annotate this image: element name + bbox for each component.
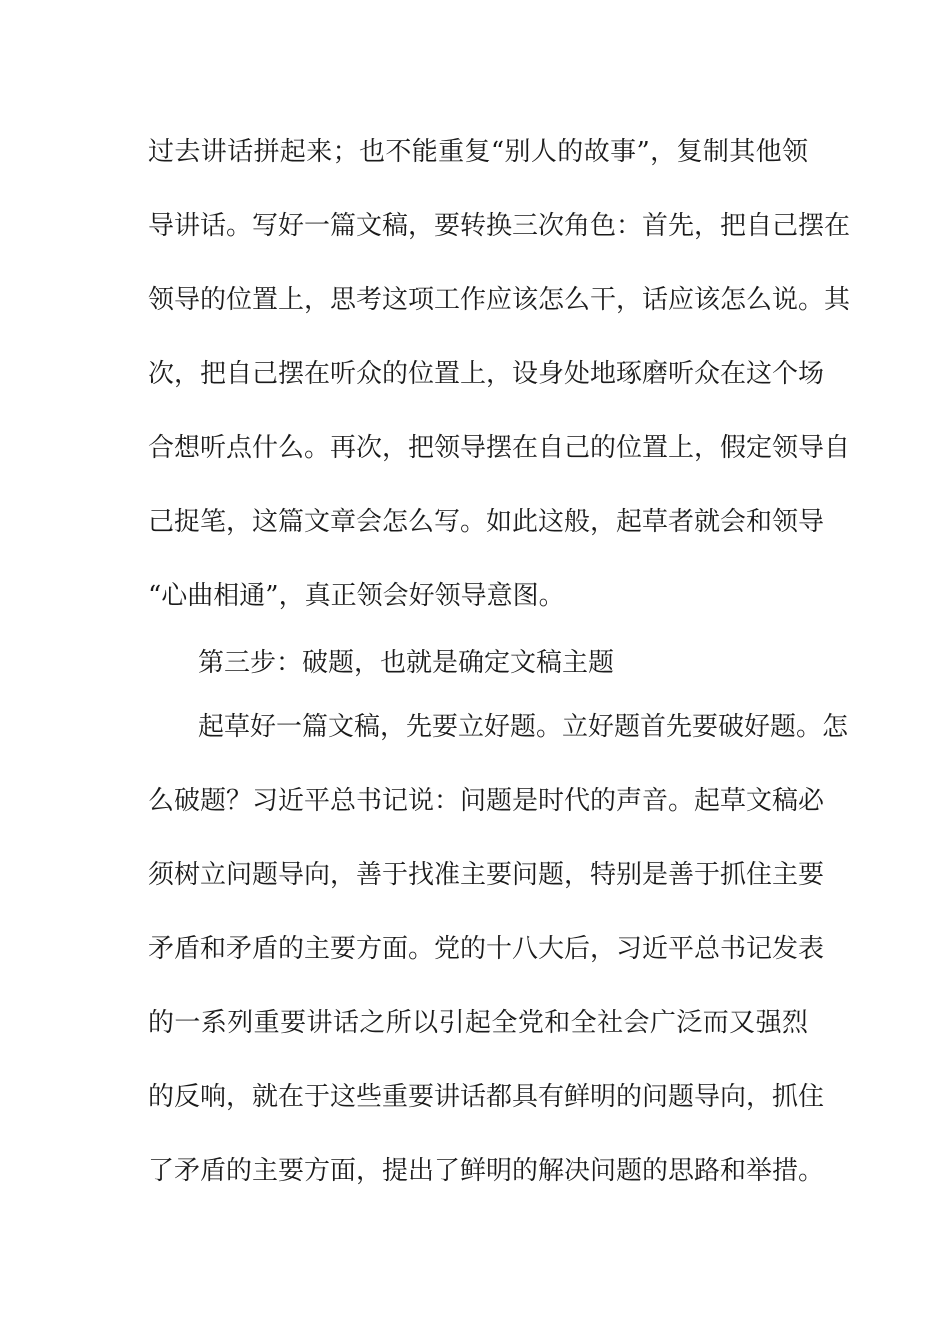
paragraph-line: “心曲相通”，真正领会好领导意图。: [148, 581, 565, 611]
paragraph-line: 矛盾和矛盾的主要方面。党的十八大后，习近平总书记发表: [148, 934, 825, 964]
section-heading: 第三步：破题，也就是确定文稿主题: [198, 648, 615, 678]
paragraph-line: 么破题？习近平总书记说：问题是时代的声音。起草文稿必: [148, 786, 825, 816]
paragraph-line: 己捉笔，这篇文章会怎么写。如此这般，起草者就会和领导: [148, 507, 825, 537]
paragraph-line: 过去讲话拼起来；也不能重复“别人的故事”，复制其他领: [148, 137, 808, 167]
paragraph-line: 须树立问题导向，善于找准主要问题，特别是善于抓住主要: [148, 860, 825, 890]
paragraph-line: 的反响，就在于这些重要讲话都具有鲜明的问题导向，抓住: [148, 1082, 825, 1112]
paragraph-line: 领导的位置上，思考这项工作应该怎么干，话应该怎么说。其: [148, 285, 851, 315]
paragraph-line: 合想听点什么。再次，把领导摆在自己的位置上，假定领导自: [148, 433, 851, 463]
paragraph-line: 起草好一篇文稿，先要立好题。立好题首先要破好题。怎: [198, 712, 849, 742]
paragraph-line: 导讲话。写好一篇文稿，要转换三次角色：首先，把自己摆在: [148, 211, 851, 241]
paragraph-line: 的一系列重要讲话之所以引起全党和全社会广泛而又强烈: [148, 1008, 808, 1038]
paragraph-line: 次，把自己摆在听众的位置上，设身处地琢磨听众在这个场: [148, 359, 825, 389]
paragraph-line: 了矛盾的主要方面，提出了鲜明的解决问题的思路和举措。: [148, 1156, 825, 1186]
